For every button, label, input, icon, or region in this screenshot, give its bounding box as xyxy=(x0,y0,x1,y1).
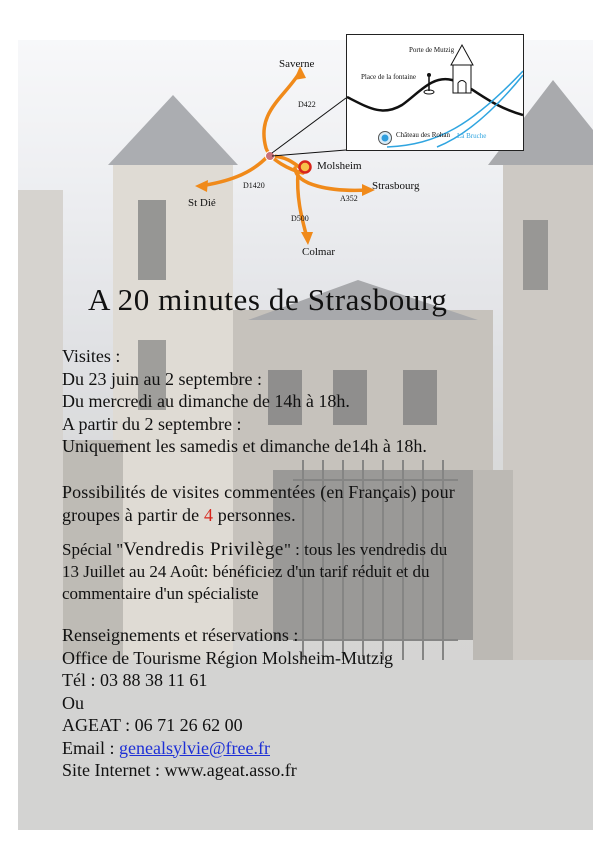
groupes-text-a: groupes à partir de xyxy=(62,504,204,525)
page-title: A 20 minutes de Strasbourg xyxy=(88,282,448,317)
town-label-colmar: Colmar xyxy=(302,246,335,258)
special-block xyxy=(62,539,447,605)
special-title: Vendredis Privilège xyxy=(123,539,284,560)
road-label-d422: D422 xyxy=(298,100,316,109)
contact-website[interactable]: Site Internet : www.ageat.asso.fr xyxy=(62,760,297,780)
town-label-molsheim: Molsheim xyxy=(317,160,362,172)
email-link[interactable]: genealsylvie@free.fr xyxy=(119,737,270,758)
special-line-3: commentaire d'un spécialiste xyxy=(62,584,259,603)
molsheim-marker-icon xyxy=(300,162,311,173)
road-label-a352: A352 xyxy=(340,194,358,203)
tower-icon xyxy=(451,45,473,93)
inset-label-place: Place de la fontaine xyxy=(361,73,417,81)
contact-ageat-phone: AGEAT : 06 71 26 62 00 xyxy=(62,715,243,735)
arrow-st-die-icon xyxy=(195,180,208,192)
visites-title: Visites : xyxy=(62,346,121,366)
visites-hours-2: Uniquement les samedis et dimanche de14h à 18h. xyxy=(62,436,427,456)
town-label-strasbourg: Strasbourg xyxy=(372,180,420,192)
inset-label-bruche: La Bruche xyxy=(457,132,487,140)
special-prefix: Spécial " xyxy=(62,540,124,559)
groupes-block xyxy=(62,481,455,526)
visites-period-1: Du 23 juin au 2 septembre : xyxy=(62,368,262,389)
inset-label-porte: Porte de Mutzig xyxy=(409,46,455,54)
contact-office: Office de Tourisme Région Molsheim-Mutzig xyxy=(62,647,394,668)
groupes-min-count: 4 xyxy=(203,504,214,525)
contact-title: Renseignements et réservations : xyxy=(62,625,299,645)
contact-or: Ou xyxy=(62,692,84,713)
special-suffix: " : tous les vendredis du xyxy=(283,540,448,559)
town-label-saverne: Saverne xyxy=(279,58,315,70)
arrow-colmar-icon xyxy=(301,232,313,245)
groupes-line-2 xyxy=(62,504,455,527)
email-label: Email : xyxy=(62,737,119,758)
chateau-marker-icon xyxy=(379,132,392,145)
contact-phone: Tél : 03 88 38 11 61 xyxy=(62,670,208,690)
contact-email-line xyxy=(62,737,393,760)
special-line-1 xyxy=(62,539,447,561)
contact-block xyxy=(62,624,393,782)
groupes-line-1: Possibilités de visites commentées (en Français) pour xyxy=(62,482,455,502)
visites-block xyxy=(62,345,427,458)
special-line-2: 13 Juillet au 24 Août: bénéficiez d'un tarif réduit et du xyxy=(62,562,430,581)
inset-label-chateau: Château des Rohan xyxy=(396,131,451,139)
groupes-text-b: personnes. xyxy=(213,504,296,525)
road-label-d1420: D1420 xyxy=(243,181,265,190)
town-label-st-die: St Dié xyxy=(188,197,216,209)
visites-period-2: A partir du 2 septembre : xyxy=(62,413,242,434)
map-inset xyxy=(346,34,524,151)
zoom-line-bottom xyxy=(272,150,346,156)
road-label-d500: D500 xyxy=(291,214,309,223)
visites-hours-1: Du mercredi au dimanche de 14h à 18h. xyxy=(62,391,350,411)
